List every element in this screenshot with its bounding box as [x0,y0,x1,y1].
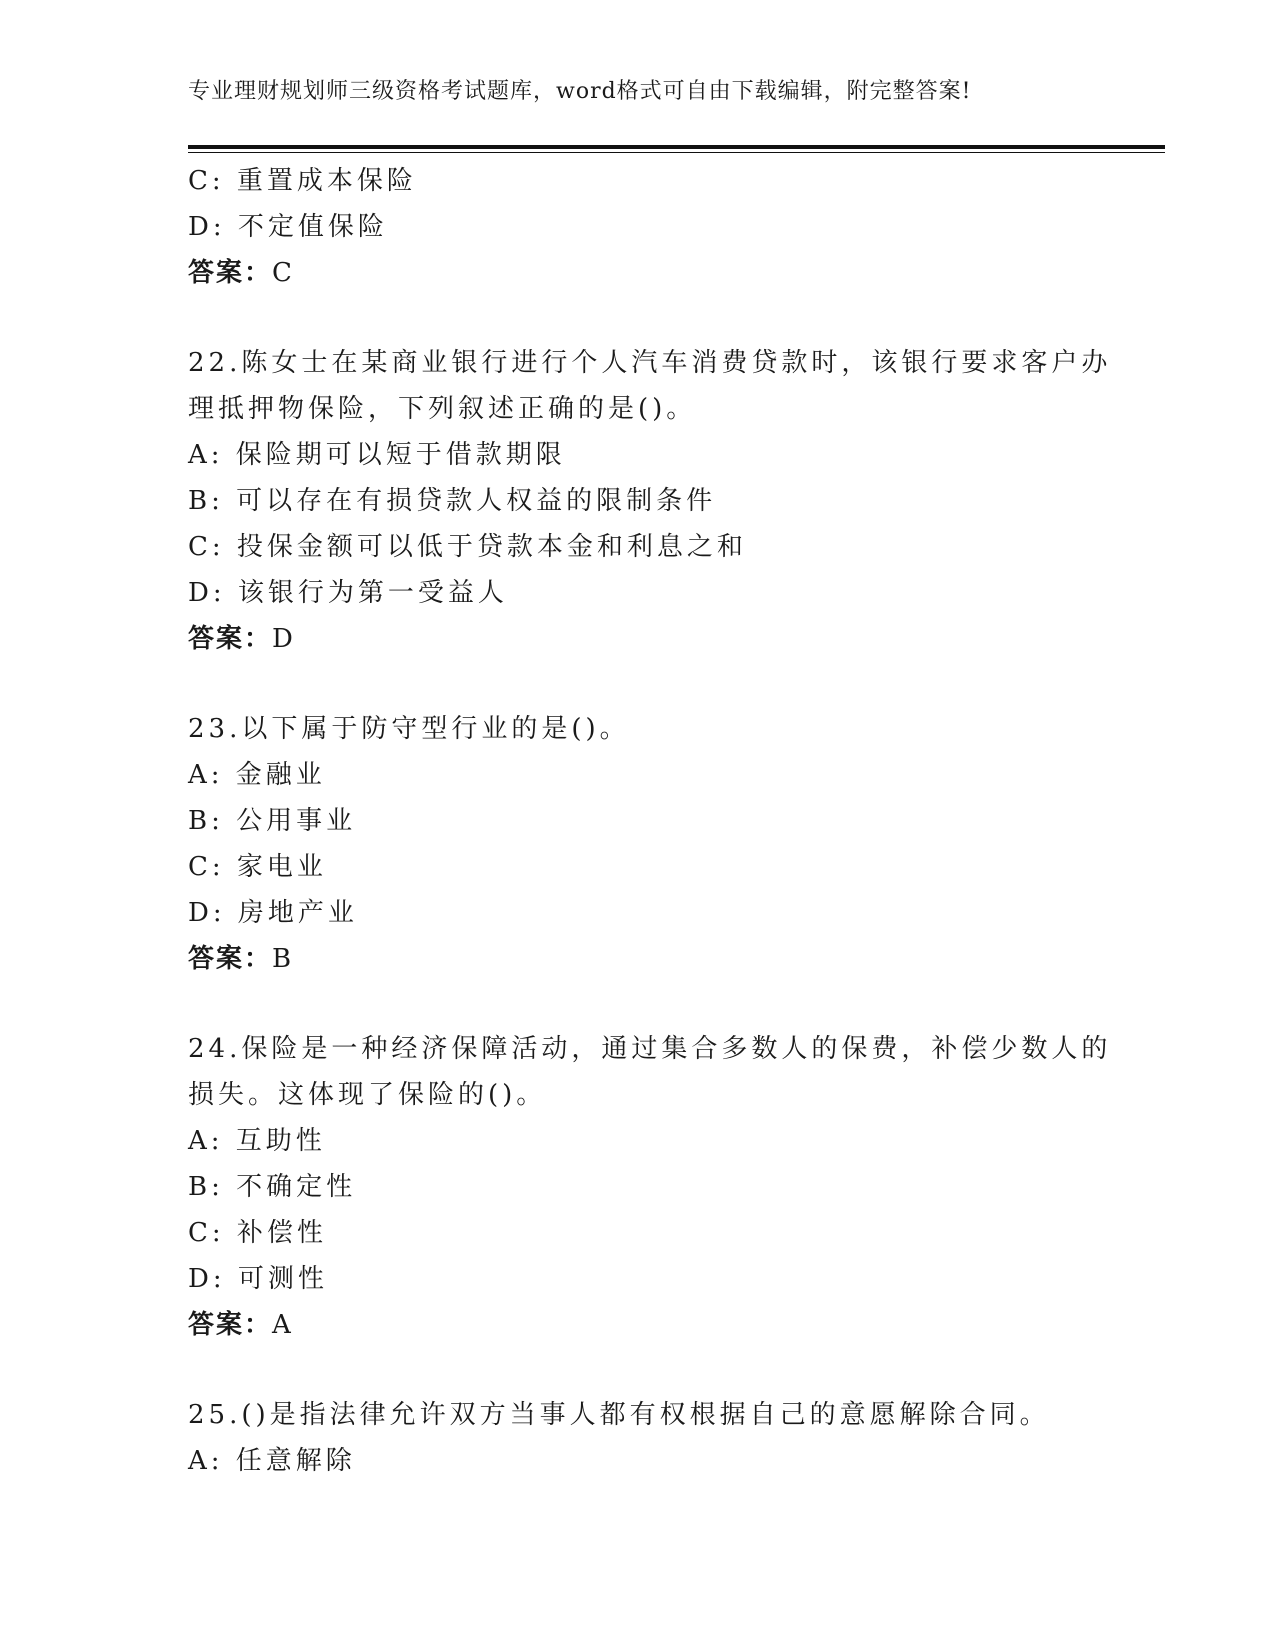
answer-label: 答案： [188,944,273,974]
option-d: D: 不定值保险 [188,212,388,242]
header-rule-thin [188,152,1165,153]
answer-value: D [272,624,295,654]
question-stem: 理抵押物保险，下列叙述正确的是()。 [188,394,697,424]
answer-line [188,250,1088,296]
answer-label: 答案： [188,1310,273,1340]
option-a: A: 保险期可以短于借款期限 [188,440,566,470]
answer-label: 答案： [188,258,273,288]
option-a: A: 金融业 [188,760,326,790]
question-stem: 22.陈女士在某商业银行进行个人汽车消费贷款时，该银行要求客户办 [188,348,1112,378]
spacer [188,296,1088,340]
answer-value: C [272,258,294,288]
option-a: A: 任意解除 [188,1446,356,1476]
question-22 [188,340,1112,662]
question-stem: 23.以下属于防守型行业的是()。 [188,714,630,744]
answer-value: B [272,944,294,974]
option-c: C: 投保金额可以低于贷款本金和利息之和 [188,532,747,562]
question-stem: 25.()是指法律允许双方当事人都有权根据自己的意愿解除合同。 [188,1400,1050,1430]
option-b: B: 可以存在有损贷款人权益的限制条件 [188,486,717,516]
question-25 [188,1392,1088,1484]
option-d: D: 可测性 [188,1264,328,1294]
option-c: C: 重置成本保险 [188,166,417,196]
spacer [188,662,1088,706]
option-b: B: 公用事业 [188,806,357,836]
question-stem: 24.保险是一种经济保障活动，通过集合多数人的保费，补偿少数人的 [188,1034,1112,1064]
option-a: A: 互助性 [188,1126,326,1156]
answer-value: A [272,1310,293,1340]
spacer [188,1348,1088,1392]
option-d: D: 房地产业 [188,898,358,928]
answer-line [188,936,1088,982]
option-b: B: 不确定性 [188,1172,357,1202]
header-rule-thick [188,145,1165,149]
spacer [188,982,1088,1026]
page-header: 专业理财规划师三级资格考试题库，word格式可自由下载编辑，附完整答案! [188,79,972,104]
answer-label: 答案： [188,624,273,654]
question-content [188,158,1112,1484]
option-d: D: 该银行为第一受益人 [188,578,508,608]
question-24 [188,1026,1112,1348]
option-c: C: 家电业 [188,852,327,882]
question-21-continued [188,158,1088,296]
answer-line [188,1302,1088,1348]
question-stem: 损失。这体现了保险的()。 [188,1080,547,1110]
answer-line [188,616,1088,662]
question-23 [188,706,1088,982]
option-c: C: 补偿性 [188,1218,327,1248]
